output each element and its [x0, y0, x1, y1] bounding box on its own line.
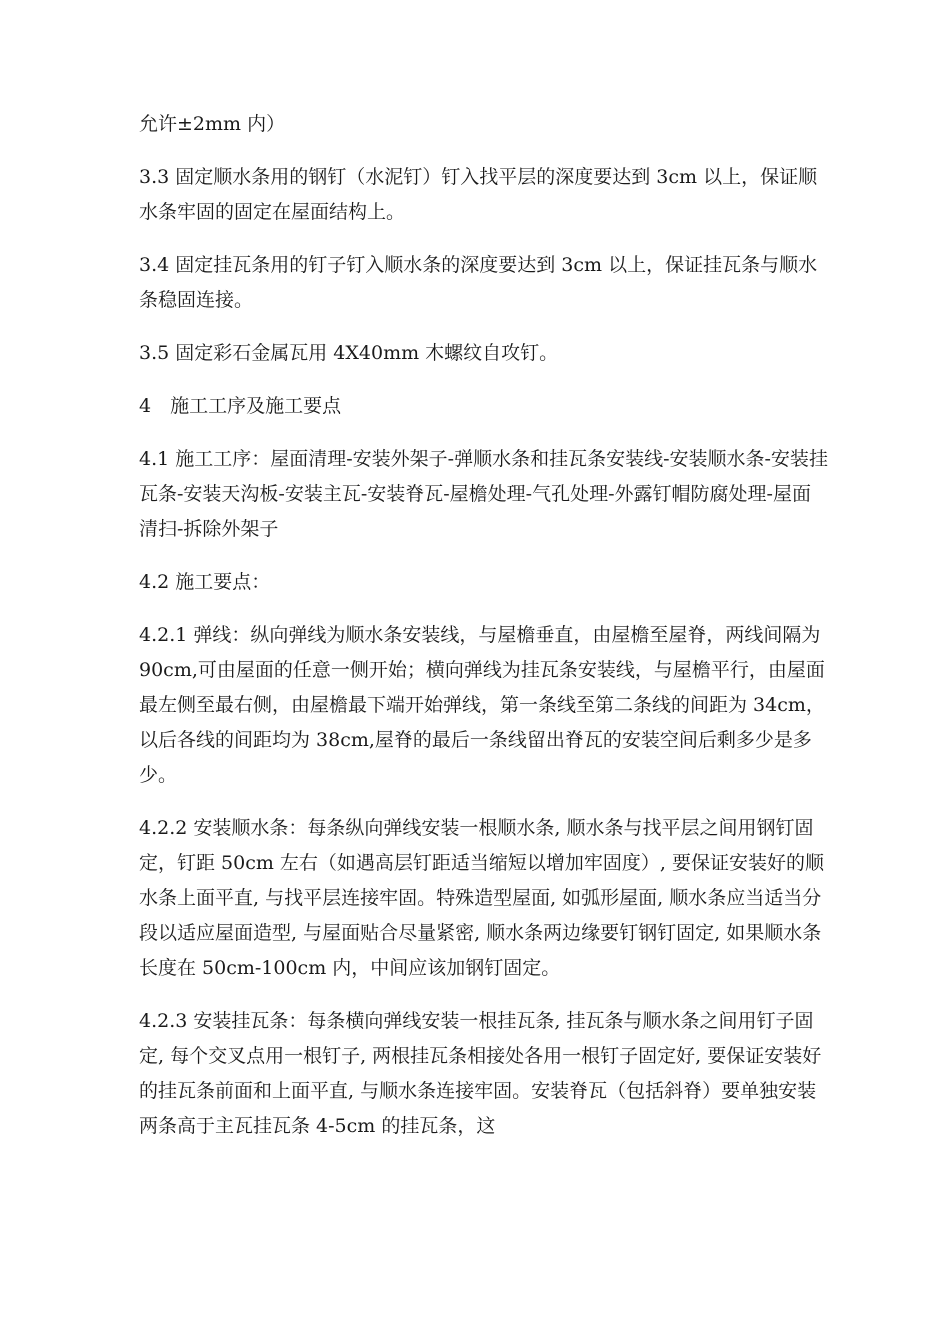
- paragraph-4-2-3: 4.2.3 安装挂瓦条：每条横向弹线安装一根挂瓦条, 挂瓦条与顺水条之间用钉子固定, 每个交叉点用一根钉子, 两根挂瓦条相接处各用一根钉子固定好, 要保证安装好的挂瓦条前面和上面平直, 与顺水条连接牢固。安装脊瓦（包括斜脊）要单独安装两条高于主瓦挂瓦条 4-5cm 的挂瓦条，这: [139, 1010, 822, 1137]
- paragraph-4-2: 4.2 施工要点：: [139, 571, 271, 593]
- document-page: [139, 107, 829, 1162]
- paragraph-4-1: 4.1 施工工序：屋面清理-安装外架子-弹顺水条和挂瓦条安装线-安装顺水条-安装挂瓦条-安装天沟板-安装主瓦-安装脊瓦-屋檐处理-气孔处理-外露钉帽防腐处理-屋面清扫-拆除外架子: [139, 448, 828, 540]
- paragraph-4-2-2: 4.2.2 安装顺水条：每条纵向弹线安装一根顺水条, 顺水条与找平层之间用钢钉固定，钉距 50cm 左右（如遇高层钉距适当缩短以增加牢固度）, 要保证安装好的顺水条上面平直, 与找平层连接牢固。特殊造型屋面, 如弧形屋面, 顺水条应当适当分段以适应屋面造型, 与屋面贴合尽量紧密, 顺水条两边缘要钉钢钉固定, 如果顺水条长度在 50cm-100cm 内，中间应该加钢钉固定。: [139, 817, 824, 979]
- paragraph-3-4: 3.4 固定挂瓦条用的钉子钉入顺水条的深度要达到 3cm 以上，保证挂瓦条与顺水条稳固连接。: [139, 254, 818, 311]
- paragraph-tolerance: 允许±2mm 内）: [139, 113, 286, 135]
- paragraph-3-5: 3.5 固定彩石金属瓦用 4X40mm 木螺纹自攻钉。: [139, 342, 559, 364]
- paragraph-3-3: 3.3 固定顺水条用的钢钉（水泥钉）钉入找平层的深度要达到 3cm 以上，保证顺水条牢固的固定在屋面结构上。: [139, 166, 818, 223]
- section-heading-4: 4 施工工序及施工要点: [139, 395, 342, 417]
- paragraph-4-2-1: 4.2.1 弹线：纵向弹线为顺水条安装线，与屋檐垂直，由屋檐至屋脊，两线间隔为 90cm,可由屋面的任意一侧开始；横向弹线为挂瓦条安装线，与屋檐平行，由屋面最左侧至最右侧，由屋檐最下端开始弹线，第一条线至第二条线的间距为 34cm，以后各线的间距均为 38cm,屋脊的最后一条线留出脊瓦的安装空间后剩多少是多少。: [139, 624, 827, 786]
